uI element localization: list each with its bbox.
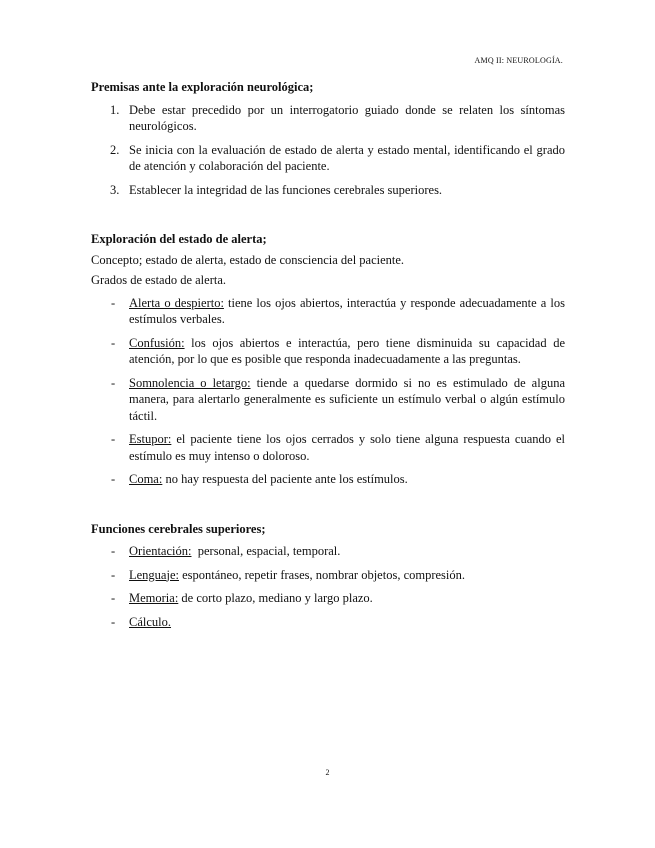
list-item [91, 142, 565, 175]
section-heading-premisas: Premisas ante la exploración neurológica; [91, 80, 314, 94]
dash-bullet: - [111, 432, 116, 446]
list-item [91, 182, 565, 199]
dash-bullet: - [111, 295, 116, 310]
premisas-list [91, 102, 565, 199]
list-item [91, 431, 565, 464]
term-description: de corto plazo, mediano y largo plazo. [178, 591, 373, 605]
page-content [91, 79, 565, 637]
dash-bullet: - [111, 567, 116, 582]
term-label: Orientación: [129, 544, 192, 558]
section-heading-alerta: Exploración del estado de alerta; [91, 232, 267, 246]
concept-paragraph: Concepto; estado de alerta, estado de consciencia del paciente. [91, 252, 405, 267]
list-number: 1. [110, 102, 120, 117]
alert-grades-list [91, 295, 565, 488]
term-label: Coma: [129, 472, 163, 486]
term-label: Estupor: [129, 432, 172, 446]
term-description: los ojos abiertos e interactúa, pero tiene disminuida su capacidad de atención, por lo que es posible que responda inadecuadamente a las preguntas. [129, 335, 565, 366]
list-item [91, 102, 565, 135]
dash-bullet: - [111, 591, 116, 605]
list-text: Establecer la integridad de las funciones cerebrales superiores. [129, 182, 443, 197]
dash-bullet: - [111, 472, 116, 486]
term-description: el paciente tiene los ojos cerrados y solo tiene alguna respuesta cuando el estímulo es muy intenso o doloroso. [129, 432, 565, 463]
list-item [91, 295, 565, 328]
list-number: 3. [110, 182, 120, 197]
list-item [91, 335, 565, 368]
functions-list [91, 543, 565, 630]
dash-bullet: - [111, 375, 116, 390]
term-description: tiene los ojos abiertos, interactúa y responde adecuadamente a los estímulos verbales. [129, 295, 565, 326]
list-item [91, 614, 565, 631]
term-label: Somnolencia o letargo: [129, 375, 251, 390]
dash-bullet: - [111, 544, 116, 558]
dash-bullet: - [111, 614, 116, 629]
list-item [91, 471, 565, 488]
list-item [91, 375, 565, 425]
term-description: no hay respuesta del paciente ante los estímulos. [162, 472, 408, 486]
term-label: Alerta o despierto: [129, 295, 224, 310]
list-item [91, 590, 565, 607]
running-header: AMQ II: NEUROLOGÍA. [474, 56, 563, 65]
term-description: espontáneo, repetir frases, nombrar objetos, compresión. [178, 567, 466, 582]
term-description: personal, espacial, temporal. [191, 544, 341, 558]
page-number: 2 [325, 768, 330, 777]
dash-bullet: - [111, 335, 116, 350]
term-label: Cálculo. [129, 614, 172, 629]
list-item [91, 543, 565, 560]
list-text: Se inicia con la evaluación de estado de alerta y estado mental, identificando el grado de atención y colaboración del paciente. [129, 142, 565, 173]
section-heading-funciones: Funciones cerebrales superiores; [91, 521, 266, 536]
grades-intro: Grados de estado de alerta. [91, 273, 227, 287]
term-label: Memoria: [129, 591, 179, 605]
list-item [91, 567, 565, 584]
term-label: Confusión: [129, 335, 185, 350]
term-description: tiende a quedarse dormido si no es estimulado de alguna manera, para alertarlo generalmente es suficiente un estímulo verbal o algún estímulo táctil. [129, 375, 566, 423]
list-text: Debe estar precedido por un interrogatorio guiado donde se relaten los síntomas neurológicos. [129, 102, 565, 133]
list-number: 2. [110, 142, 120, 157]
term-label: Lenguaje: [129, 567, 179, 582]
